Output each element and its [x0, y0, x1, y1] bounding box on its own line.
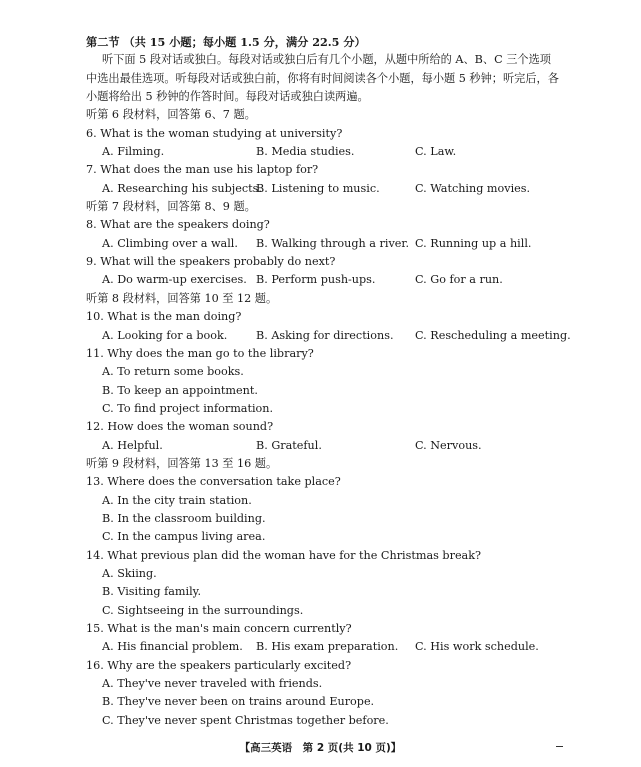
exam-page — [0, 33, 641, 730]
options-row — [0, 180, 641, 198]
answer-option: B. They've never been on trains around Europe. — [102, 695, 375, 709]
answer-option: A. His financial problem. — [102, 640, 243, 654]
answer-option: C. Law. — [415, 145, 457, 159]
answer-option: B. In the classroom building. — [102, 511, 266, 525]
group-label: 听第 8 段材料，回答第 10 至 12 题。 — [86, 291, 278, 305]
answer-option: A. To return some books. — [102, 365, 244, 379]
answer-option: C. Go for a run. — [415, 273, 503, 287]
question-stem: 11. Why does the man go to the library? — [86, 346, 314, 360]
answer-option: A. They've never traveled with friends. — [102, 677, 323, 691]
answer-option: C. Rescheduling a meeting. — [415, 328, 571, 342]
answer-option: B. Asking for directions. — [256, 328, 394, 342]
answer-option: C. In the campus living area. — [102, 530, 266, 544]
question-stem: 7. What does the man use his laptop for? — [86, 163, 319, 177]
question-stem: 13. Where does the conversation take place? — [86, 475, 341, 489]
answer-option: C. Nervous. — [415, 438, 482, 452]
options-row — [0, 143, 641, 161]
options-row — [0, 235, 641, 253]
answer-option: A. Looking for a book. — [102, 328, 228, 342]
options-row — [0, 271, 641, 289]
answer-option: B. Grateful. — [256, 438, 322, 452]
answer-option: B. To keep an appointment. — [102, 383, 258, 397]
answer-option: B. His exam preparation. — [256, 640, 399, 654]
answer-option: A. Skiing. — [102, 566, 157, 580]
answer-option: B. Visiting family. — [102, 585, 202, 599]
options-row — [0, 437, 641, 455]
answer-option: A. Researching his subjects. — [102, 181, 262, 195]
section-heading: 第二节 （共 15 小题；每小题 1.5 分，满分 22.5 分） — [86, 35, 366, 49]
answer-option: C. Sightseeing in the surroundings. — [102, 603, 304, 617]
answer-option: B. Walking through a river. — [256, 236, 410, 250]
question-stem: 8. What are the speakers doing? — [86, 218, 270, 232]
group-label: 听第 6 段材料，回答第 6、7 题。 — [86, 108, 256, 122]
page-footer: 【高三英语 第 2 页(共 10 页)】 — [239, 742, 402, 754]
instruction-line: 小题将给出 5 秒钟的作答时间。每段对话或独白读两遍。 — [86, 90, 369, 104]
instruction-line: 听下面 5 段对话或独白。每段对话或独白后有几个小题，从题中所给的 A、B、C 三个选项 — [102, 53, 551, 67]
instruction-line: 中选出最佳选项。听每段对话或独白前，你将有时间阅读各个小题，每小题 5 秒钟；听完后，各 — [86, 71, 559, 85]
answer-option: C. Watching movies. — [415, 181, 531, 195]
options-row — [0, 638, 641, 656]
answer-option: A. Filming. — [102, 145, 165, 159]
answer-option: A. In the city train station. — [102, 493, 252, 507]
answer-option: A. Climbing over a wall. — [102, 236, 238, 250]
answer-option: A. Do warm-up exercises. — [102, 273, 247, 287]
question-stem: 12. How does the woman sound? — [86, 420, 274, 434]
options-row — [0, 327, 641, 345]
question-stem: 15. What is the man's main concern currently? — [86, 622, 352, 635]
group-label: 听第 7 段材料，回答第 8、9 题。 — [86, 200, 256, 214]
answer-option: C. His work schedule. — [415, 640, 539, 654]
answer-option: B. Media studies. — [256, 145, 355, 159]
answer-option: C. Running up a hill. — [415, 236, 532, 250]
answer-option: C. They've never spent Christmas together before. — [102, 713, 389, 727]
answer-option: B. Listening to music. — [256, 181, 380, 195]
question-stem: 10. What is the man doing? — [86, 310, 242, 324]
answer-option: C. To find project information. — [102, 401, 274, 415]
answer-option: A. Helpful. — [102, 438, 163, 452]
group-label: 听第 9 段材料，回答第 13 至 16 题。 — [86, 456, 278, 470]
question-stem: 9. What will the speakers probably do next? — [86, 255, 336, 269]
question-stem: 16. Why are the speakers particularly excited? — [86, 658, 352, 672]
answer-option: B. Perform push-ups. — [256, 273, 376, 287]
question-stem: 6. What is the woman studying at university? — [86, 126, 343, 140]
question-groups — [0, 106, 641, 730]
question-stem: 14. What previous plan did the woman have for the Christmas break? — [86, 548, 482, 562]
corner-mark — [556, 746, 563, 747]
